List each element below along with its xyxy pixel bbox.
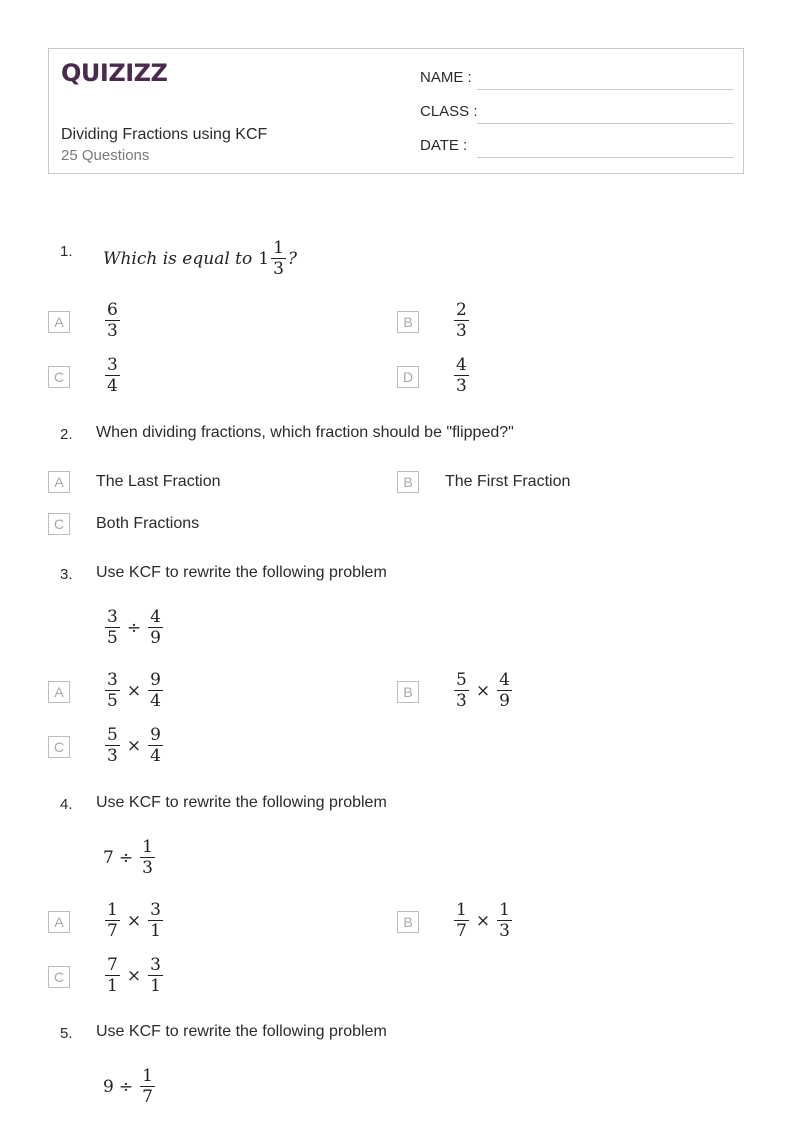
date-field[interactable] [477,157,733,158]
option-a-answer: $\frac{6}{3}$ [107,300,118,341]
option-c-box[interactable]: C [48,513,70,535]
option-a-box[interactable]: A [48,681,70,703]
question-5-text: Use KCF to rewrite the following problem [96,1023,387,1040]
question-2-text: When dividing fractions, which fraction should be "flipped?" [96,424,514,441]
option-a-text: The Last Fraction [96,473,221,490]
option-b-answer: $\frac{5}{3}$ × $\frac{4}{9}$ [456,670,510,711]
option-c-box[interactable]: C [48,966,70,988]
name-label: NAME : [420,69,472,86]
question-number: 2. [60,426,73,443]
problem-expression: 7 ÷ $\frac{1}{3}$ [103,837,153,878]
option-b-answer: $\frac{1}{7}$ × $\frac{1}{3}$ [456,900,510,941]
option-c-answer: $\frac{3}{4}$ [107,355,118,396]
question-3-text: Use KCF to rewrite the following problem [96,564,387,581]
option-b-box[interactable]: B [397,471,419,493]
option-b-box[interactable]: B [397,311,419,333]
option-b-text: The First Fraction [445,473,571,490]
question-number: 4. [60,796,73,813]
question-number: 1. [60,243,73,260]
option-c-box[interactable]: C [48,736,70,758]
option-a-box[interactable]: A [48,311,70,333]
date-label: DATE : [420,137,468,154]
question-number: 3. [60,566,73,583]
question-1-text: Which is equal to 1 $\frac{1}{3}$ ? [103,238,298,279]
class-label: CLASS : [420,103,478,120]
option-a-box[interactable]: A [48,471,70,493]
problem-expression: $\frac{3}{5}$ ÷ $\frac{4}{9}$ [107,607,161,648]
problem-expression: 9 ÷ $\frac{1}{7}$ [103,1066,153,1107]
option-c-text: Both Fractions [96,515,200,532]
option-b-box[interactable]: B [397,681,419,703]
worksheet-title: Dividing Fractions using KCF [61,126,268,143]
worksheet-header [48,48,744,174]
question-4-text: Use KCF to rewrite the following problem [96,794,387,811]
quizizz-logo: QUIZIZZ [61,59,168,87]
option-c-box[interactable]: C [48,366,70,388]
option-b-answer: $\frac{2}{3}$ [456,300,467,341]
option-a-answer: $\frac{3}{5}$ × $\frac{9}{4}$ [107,670,161,711]
option-c-answer: $\frac{7}{1}$ × $\frac{3}{1}$ [107,955,161,996]
option-b-box[interactable]: B [397,911,419,933]
option-a-answer: $\frac{1}{7}$ × $\frac{3}{1}$ [107,900,161,941]
option-d-box[interactable]: D [397,366,419,388]
option-d-answer: $\frac{4}{3}$ [456,355,467,396]
option-a-box[interactable]: A [48,911,70,933]
question-number: 5. [60,1025,73,1042]
class-field[interactable] [477,123,733,124]
question-count: 25 Questions [61,147,150,164]
option-c-answer: $\frac{5}{3}$ × $\frac{9}{4}$ [107,725,161,766]
fraction: $\frac{1}{3}$ [273,238,284,279]
name-field[interactable] [477,89,733,90]
